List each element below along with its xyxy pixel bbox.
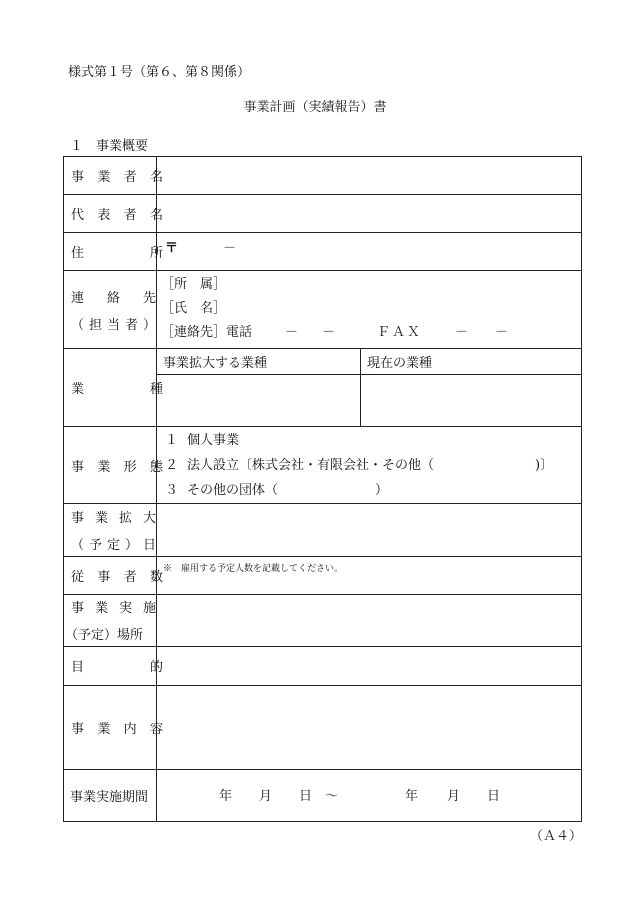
representative-text — [64, 204, 163, 223]
representative-field[interactable] — [157, 195, 582, 233]
paper-size: （Ａ４） — [530, 829, 583, 844]
contact-label — [64, 271, 157, 349]
label-char: 予 — [88, 538, 102, 553]
contact-phone-label: ［連絡先］電話 — [161, 325, 253, 341]
industry-expand-header: 事業拡大する業種 — [157, 349, 361, 375]
period-field[interactable] — [157, 769, 582, 821]
address-label — [64, 233, 163, 271]
label-char: 大 — [142, 511, 156, 526]
label-char: 形 — [123, 459, 137, 475]
label-char: 業 — [97, 170, 111, 186]
label-char: 者 — [123, 569, 137, 585]
business-form-field[interactable] — [157, 427, 582, 504]
purpose-label-char-2: 的 — [149, 660, 163, 676]
content-label — [64, 685, 163, 769]
fax-dash-1: － — [455, 325, 469, 341]
industry-label-char-1: 業 — [71, 382, 85, 398]
label-char: 者 — [123, 208, 137, 224]
label-char: 事 — [97, 569, 111, 585]
content-text — [64, 718, 163, 737]
contact-field[interactable] — [157, 271, 582, 349]
contact-name-label: ［氏 名］ — [161, 301, 227, 317]
phone-dash-2: － — [322, 325, 336, 341]
label-char: 態 — [149, 459, 163, 475]
industry-current-header: 現在の業種 — [361, 349, 582, 375]
address-field[interactable] — [157, 233, 582, 271]
business-form-text — [64, 456, 163, 475]
postal-dash: － — [223, 241, 237, 257]
period-end-year: 年 — [405, 789, 419, 805]
label-char: 業 — [97, 459, 111, 475]
address-label-char-1: 住 — [71, 246, 85, 262]
industry-label — [64, 349, 163, 427]
business-name-label — [64, 157, 163, 195]
label-char: 事 — [71, 721, 85, 737]
contact-label-text — [71, 287, 156, 306]
label-char: 業 — [94, 511, 108, 526]
label-char: 絡 — [106, 290, 120, 306]
label-char: 事 — [71, 511, 85, 526]
label-char: 代 — [71, 208, 85, 224]
label-char: 業 — [94, 601, 108, 617]
form-option-3[interactable]: その他の団体（ — [187, 482, 279, 498]
phone-dash-1: － — [285, 325, 299, 341]
purpose-field[interactable] — [157, 646, 582, 685]
location-label — [64, 594, 157, 646]
period-end-month: 月 — [447, 789, 461, 805]
contact-affiliation-label: ［所 属］ — [161, 277, 227, 293]
label-char: 数 — [149, 569, 163, 585]
label-char: 容 — [149, 721, 163, 737]
industry-expand-field[interactable] — [157, 375, 361, 427]
label-char: 施 — [142, 601, 156, 617]
employees-label — [64, 556, 163, 594]
location-field[interactable] — [157, 594, 582, 646]
label-char: 当 — [106, 317, 120, 333]
expansion-date-line-2 — [71, 534, 156, 553]
label-char: 名 — [149, 208, 163, 224]
label-char: ） — [124, 538, 138, 553]
form-option-1-number: １ — [165, 432, 179, 448]
form-number: 様式第１号（第６、第８関係） — [68, 65, 251, 80]
form-option-2-close: )〕 — [535, 457, 554, 473]
expansion-date-label — [64, 504, 157, 556]
purpose-label-char-1: 目 — [71, 660, 85, 676]
business-name-text — [64, 166, 163, 185]
label-char: ） — [142, 317, 156, 333]
expansion-date-field[interactable] — [157, 504, 582, 556]
label-char: 内 — [123, 721, 137, 737]
label-char: 事 — [71, 601, 85, 617]
employees-note: ※ 雇用する予定人数を記載してください。 — [163, 563, 344, 574]
employees-text — [64, 566, 163, 585]
form-option-1[interactable]: 個人事業 — [187, 432, 240, 448]
postal-mark: 〒 — [165, 241, 179, 257]
business-summary-form — [63, 156, 582, 822]
content-field[interactable] — [157, 685, 582, 769]
industry-label-char-2: 種 — [149, 382, 163, 398]
period-start-month: 月 — [259, 789, 273, 805]
label-char: 先 — [142, 290, 156, 306]
label-char: 日 — [142, 538, 156, 553]
location-line-2: （予定）場所 — [65, 628, 144, 644]
label-char: 名 — [149, 170, 163, 186]
business-form-label — [64, 427, 163, 504]
form-option-2-number: ２ — [165, 457, 179, 473]
form-option-2[interactable]: 法人設立〔株式会社・有限会社・その他（ — [187, 457, 435, 473]
label-char: 連 — [71, 290, 85, 306]
label-char: 実 — [118, 601, 132, 617]
address-label-char-2: 所 — [149, 246, 163, 262]
location-line-1 — [71, 597, 156, 616]
label-char: 従 — [71, 569, 85, 585]
period-label: 事業実施期間 — [64, 769, 157, 821]
section-heading: １ 事業概要 — [70, 139, 149, 154]
fax-label: ＦＡＸ — [377, 325, 423, 341]
label-char: 業 — [97, 721, 111, 737]
period-end-day: 日 — [487, 789, 501, 805]
purpose-label — [64, 646, 163, 685]
label-char: （ — [71, 538, 85, 553]
period-start-year: 年 — [219, 789, 233, 805]
label-char: 表 — [97, 208, 111, 224]
label-char: 者 — [123, 170, 137, 186]
fax-dash-2: － — [495, 325, 509, 341]
label-char: 定 — [106, 538, 120, 553]
label-char: 拡 — [118, 511, 132, 526]
employees-field[interactable] — [157, 556, 582, 594]
label-char: 者 — [124, 317, 138, 333]
form-option-3-number: ３ — [165, 482, 179, 498]
contact-sub-label — [71, 314, 156, 333]
period-tilde: ～ — [325, 789, 339, 805]
label-char: 事 — [71, 170, 85, 186]
industry-current-field[interactable] — [361, 375, 582, 427]
representative-label — [64, 195, 163, 233]
document-title: 事業計画（実績報告）書 — [243, 100, 387, 115]
label-char: （ — [71, 317, 85, 333]
business-name-field[interactable] — [157, 157, 582, 195]
label-char: 担 — [88, 317, 102, 333]
expansion-date-line-1 — [71, 507, 156, 526]
form-option-3-close: ） — [375, 482, 389, 498]
label-char: 事 — [71, 459, 85, 475]
period-start-day: 日 — [299, 789, 313, 805]
